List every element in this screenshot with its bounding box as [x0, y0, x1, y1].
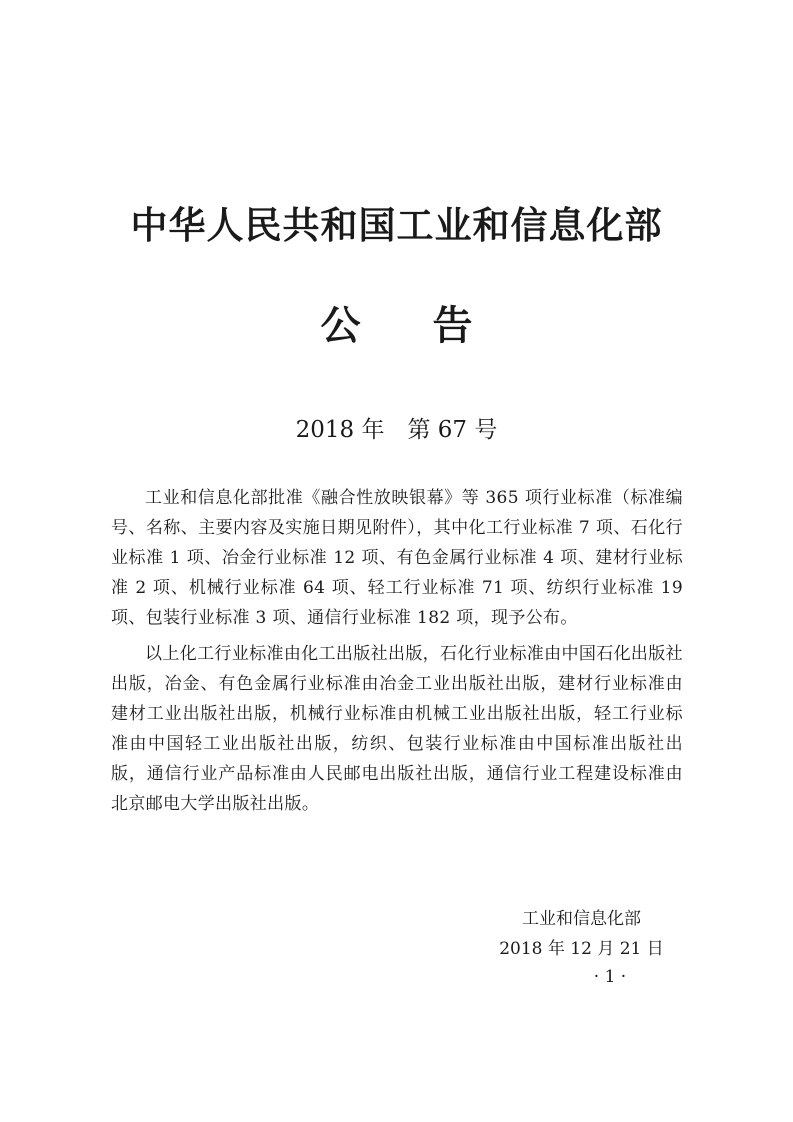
- announcement-body: [111, 483, 683, 819]
- announcement-number: 2018 年 第 67 号: [295, 417, 498, 443]
- signature-block: [480, 904, 683, 964]
- signature-date: 2018 年 12 月 21 日: [499, 939, 664, 959]
- page-number: · 1 ·: [593, 967, 627, 987]
- signature-organization: 工业和信息化部: [522, 909, 641, 929]
- document-type-heading: 公告: [320, 303, 545, 349]
- body-paragraph-publishers: 以上化工行业标准由化工出版社出版，石化行业标准由中国石化出版社出版，冶金、有色金属行业标准由冶金工业出版社出版，建材行业标准由建材工业出版社出版，机械行业标准由机械工业出版社出版，轻工行业标准由中国轻工业出版社出版，纺织、包装行业标准由中国标准出版社出版，通信行业产品标准由人民邮电出版社出版，通信行业工程建设标准由北京邮电大学出版社出版。: [111, 644, 683, 814]
- body-paragraph-approval: 工业和信息化部批准《融合性放映银幕》等 365 项行业标准（标准编号、名称、主要内容及实施日期见附件），其中化工行业标准 7 项、石化行业标准 1 项、冶金行业标准 12 项、有色金属行业标准 4 项、建材行业标准 2 项、机械行业标准 64 项、轻工行业标准 71 项、纺织行业标准 19 项、包装行业标准 3 项、通信行业标准 182 项，现予公布。: [111, 488, 683, 628]
- issuer-title: 中华人民共和国工业和信息化部: [130, 204, 663, 247]
